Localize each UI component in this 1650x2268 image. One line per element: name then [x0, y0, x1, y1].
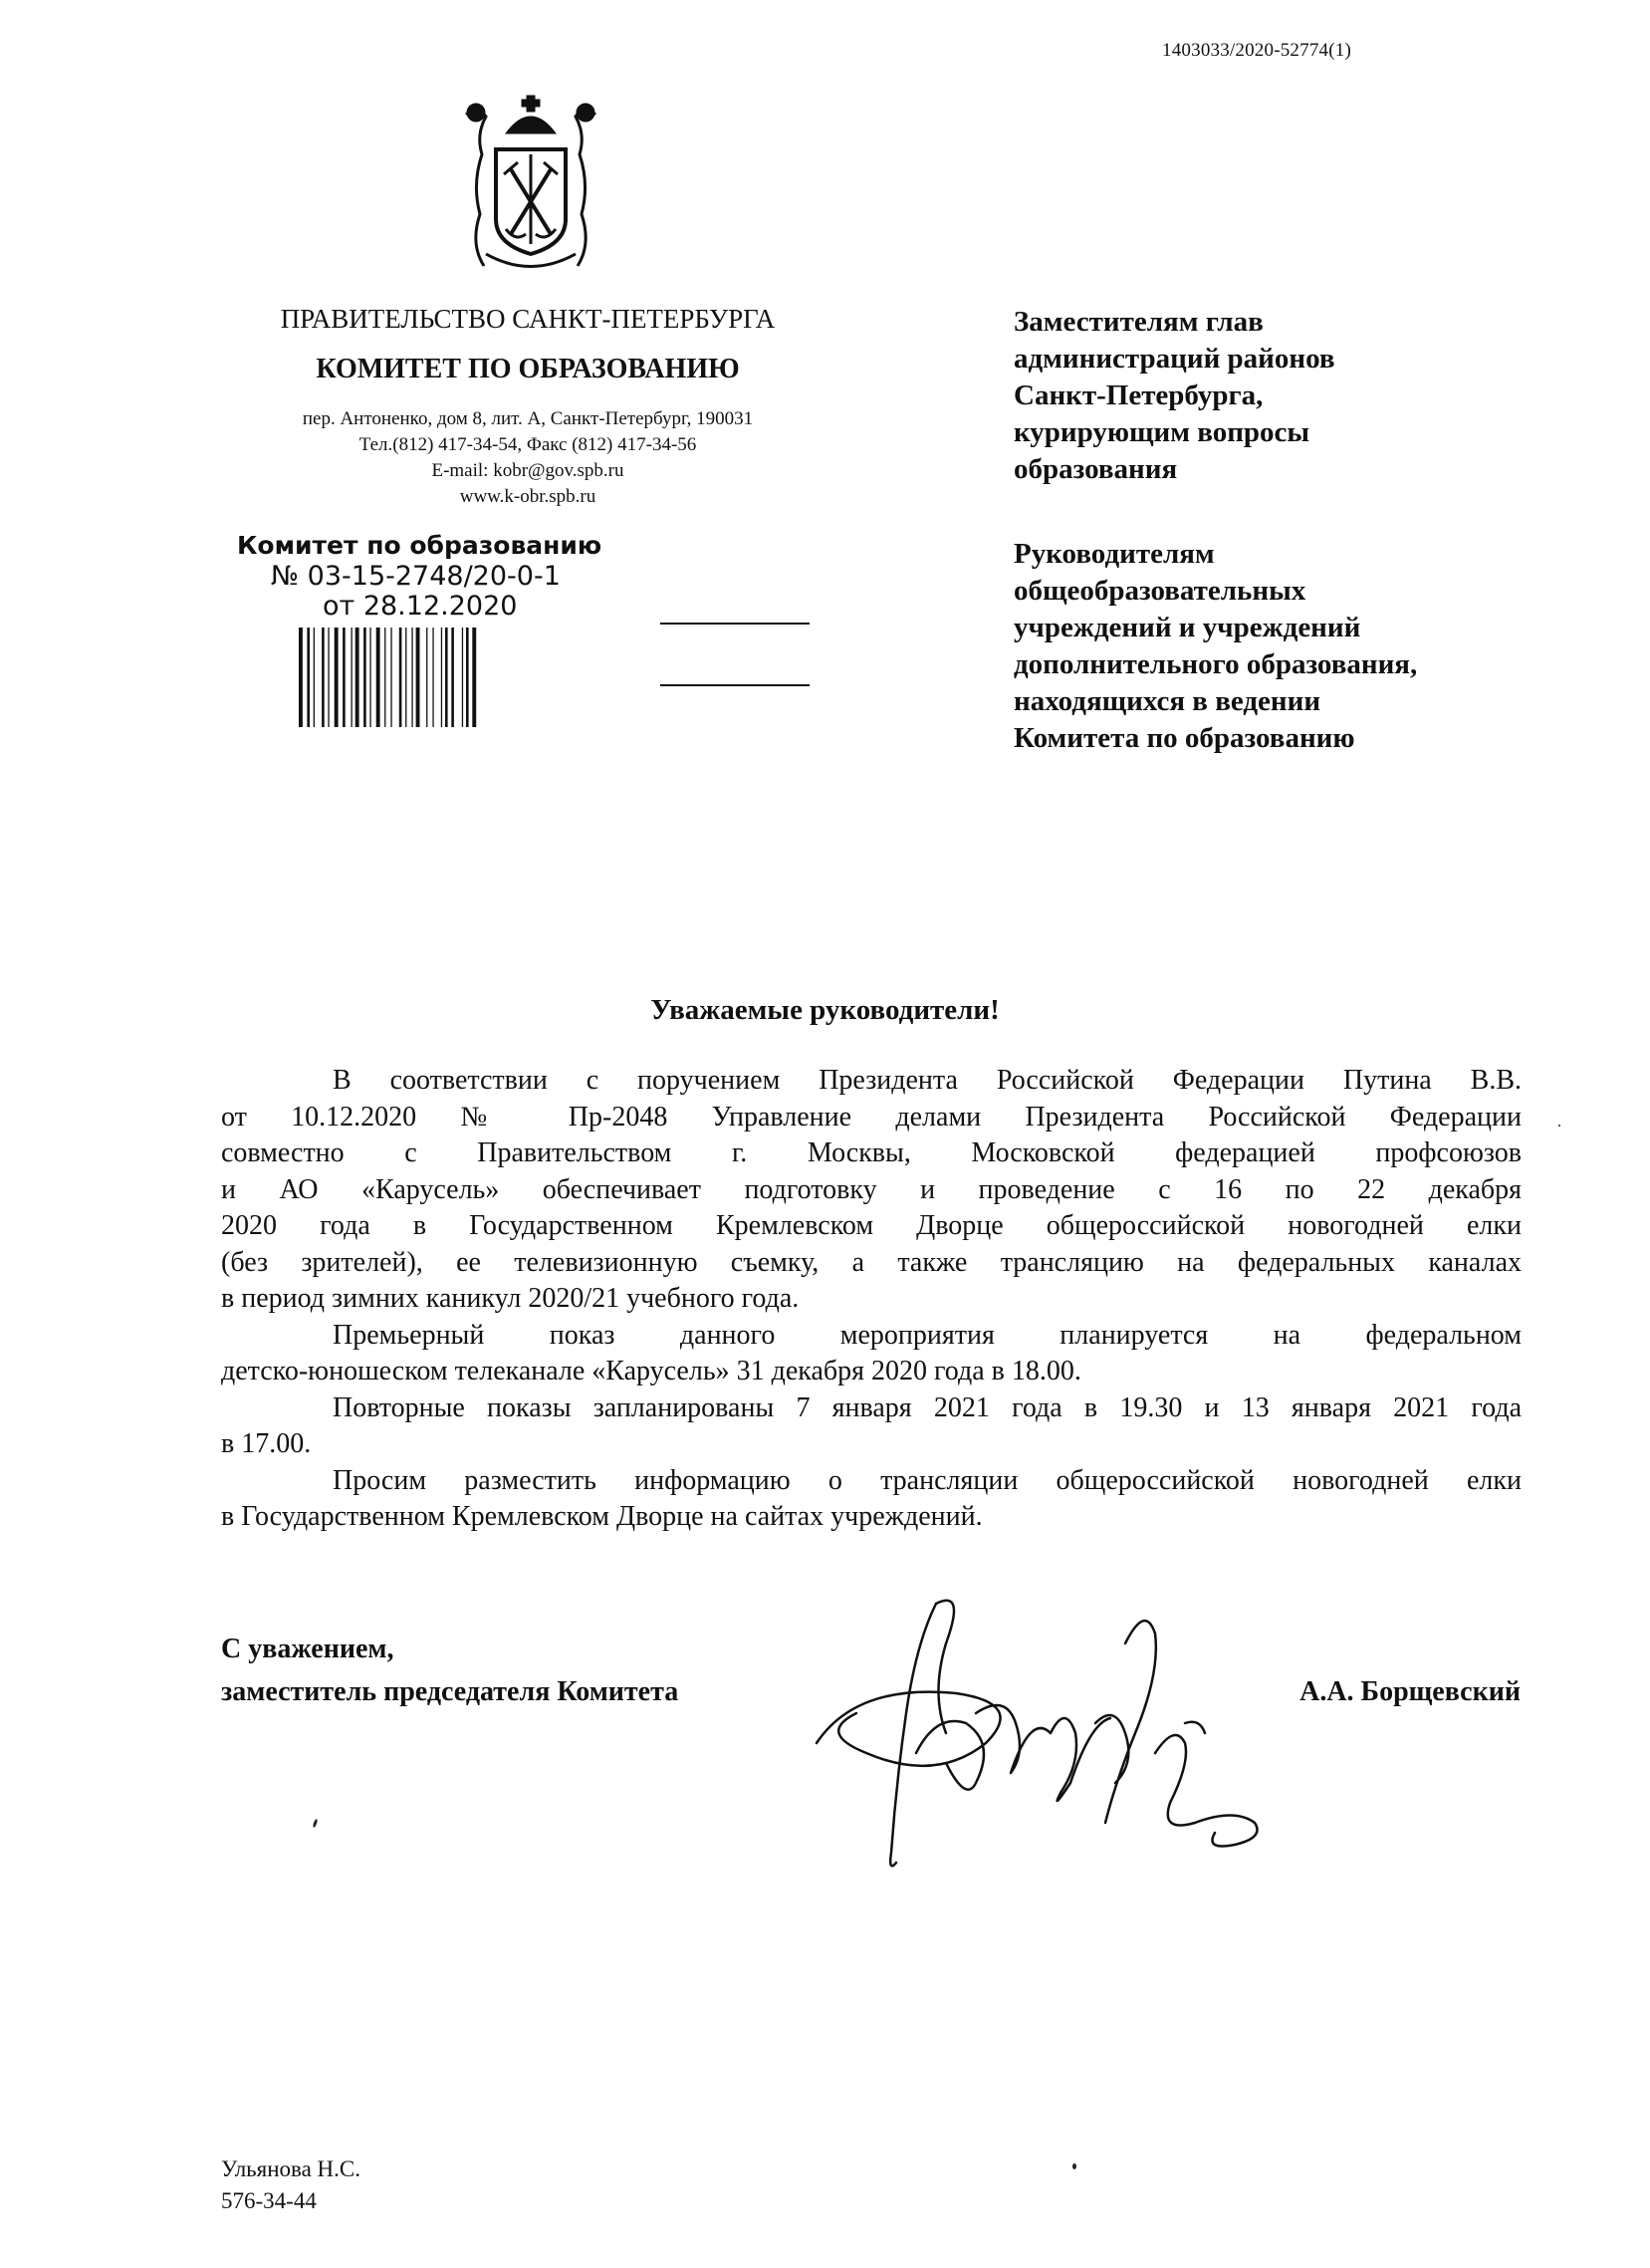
- barcode-bar: [426, 628, 427, 727]
- phone-fax: Тел.(812) 417-34-54, Факс (812) 417-34-56: [358, 434, 697, 455]
- barcode-bar: [466, 628, 469, 727]
- body-line: в 17.00.: [221, 1428, 312, 1459]
- body-line: в Государственном Кремлевском Дворце на сайтах учреждений.: [221, 1501, 983, 1532]
- recipient-line: Санкт-Петербурга,: [1014, 379, 1264, 411]
- blank-line: [660, 623, 810, 625]
- stamp-organization: Комитет по образованию: [237, 531, 602, 560]
- coat-of-arms-emblem: [456, 95, 605, 274]
- salutation: Уважаемые руководители!: [650, 994, 1000, 1026]
- recipient-line: Руководителям: [1014, 538, 1215, 570]
- body-line: совместно с Правительством г. Москвы, Московской федерацией профсоюзов: [221, 1137, 1522, 1168]
- recipient-line: Заместителям глав: [1014, 306, 1264, 338]
- body-line: детско-юношеском телеканале «Карусель» 31 декабря 2020 года в 18.00.: [221, 1356, 1081, 1386]
- barcode-bar: [441, 628, 442, 727]
- body-line: 2020 года в Государственном Кремлевском Дворце общероссийской новогодней елки: [221, 1210, 1522, 1241]
- website: www.k-obr.spb.ru: [459, 486, 596, 507]
- recipient-line: дополнительного образования,: [1014, 648, 1418, 680]
- barcode-bar: [328, 628, 329, 727]
- barcode-bar: [352, 628, 353, 727]
- executor-name: Ульянова Н.С.: [221, 2156, 361, 2181]
- recipient-line: образования: [1014, 453, 1178, 485]
- recipient-line: учреждений и учреждений: [1014, 612, 1361, 643]
- barcode-bar: [307, 628, 310, 727]
- recipient-line: курирующим вопросы: [1014, 416, 1310, 448]
- body-line: Повторные показы запланированы 7 января 2021 года в 19.30 и 13 января 2021 года: [333, 1391, 1522, 1423]
- barcode-bar: [462, 628, 463, 727]
- barcode: [299, 628, 508, 727]
- barcode-bar: [343, 628, 346, 727]
- barcode-bar: [416, 628, 420, 727]
- signer-name: А.А. Борщевский: [1299, 1676, 1521, 1707]
- scan-speck: [1072, 2163, 1076, 2169]
- recipient-line: администраций районов: [1014, 343, 1335, 375]
- blank-line: [660, 684, 810, 686]
- closing-regards: С уважением,: [221, 1634, 394, 1664]
- recipients-institution-heads: [1014, 536, 1571, 757]
- barcode-bar: [472, 628, 476, 727]
- recipients-deputy-heads: [1014, 304, 1571, 488]
- barcode-bar: [376, 628, 380, 727]
- executor-phone: 576-34-44: [221, 2188, 317, 2213]
- barcode-bar: [369, 628, 370, 727]
- stamp-date: от 28.12.2020: [323, 591, 518, 622]
- body-line: от 10.12.2020 № Пр-2048 Управление делами Президента Российской Федерации: [221, 1101, 1522, 1133]
- barcode-bar: [451, 628, 454, 727]
- barcode-bar: [399, 628, 402, 727]
- barcode-bar: [322, 628, 325, 727]
- barcode-bar: [445, 628, 448, 727]
- email: E-mail: kobr@gov.spb.ru: [431, 460, 624, 481]
- body-line: Просим разместить информацию о трансляции общероссийской новогодней елки: [333, 1464, 1522, 1496]
- address: пер. Антоненко, дом 8, лит. А, Санкт-Петербург, 190031: [302, 408, 754, 429]
- letter-body: [221, 1063, 1522, 1536]
- body-line: в период зимних каникул 2020/21 учебного года.: [221, 1283, 800, 1314]
- body-line: В соответствии с поручением Президента Российской Федерации Путина В.В.: [333, 1065, 1522, 1096]
- body-line: и АО «Карусель» обеспечивает подготовку и проведение с 16 по 22 декабря: [221, 1173, 1522, 1205]
- stamp-number: № 03-15-2748/20-0-1: [271, 561, 561, 592]
- recipient-line: общеобразовательных: [1014, 575, 1306, 607]
- barcode-bar: [363, 628, 366, 727]
- body-line: Премьерный показ данного мероприятия планируется на федеральном: [333, 1319, 1522, 1351]
- scan-speck: [1558, 1125, 1560, 1127]
- barcode-bar: [432, 628, 433, 727]
- barcode-bar: [314, 628, 315, 727]
- barcode-bar: [390, 628, 391, 727]
- body-line: (без зрителей), ее телевизионную съемку, а также трансляцию на федеральных каналах: [221, 1246, 1522, 1278]
- recipient-line: Комитета по образованию: [1014, 722, 1355, 754]
- committee-name: КОМИТЕТ ПО ОБРАЗОВАНИЮ: [316, 354, 740, 384]
- handwritten-signature: [797, 1584, 1275, 1883]
- recipient-line: находящихся в ведении: [1014, 685, 1321, 717]
- signer-position: заместитель председателя Комитета: [221, 1676, 679, 1707]
- barcode-bar: [355, 628, 359, 727]
- barcode-bar: [411, 628, 412, 727]
- barcode-bar: [405, 628, 406, 727]
- barcode-bar: [335, 628, 339, 727]
- government-name: ПРАВИТЕЛЬСТВО САНКТ-ПЕТЕРБУРГА: [280, 304, 776, 334]
- barcode-bar: [299, 628, 303, 727]
- document-id: 1403033/2020-52774(1): [1162, 40, 1351, 61]
- barcode-bar: [384, 628, 385, 727]
- scan-speck: [313, 1819, 319, 1828]
